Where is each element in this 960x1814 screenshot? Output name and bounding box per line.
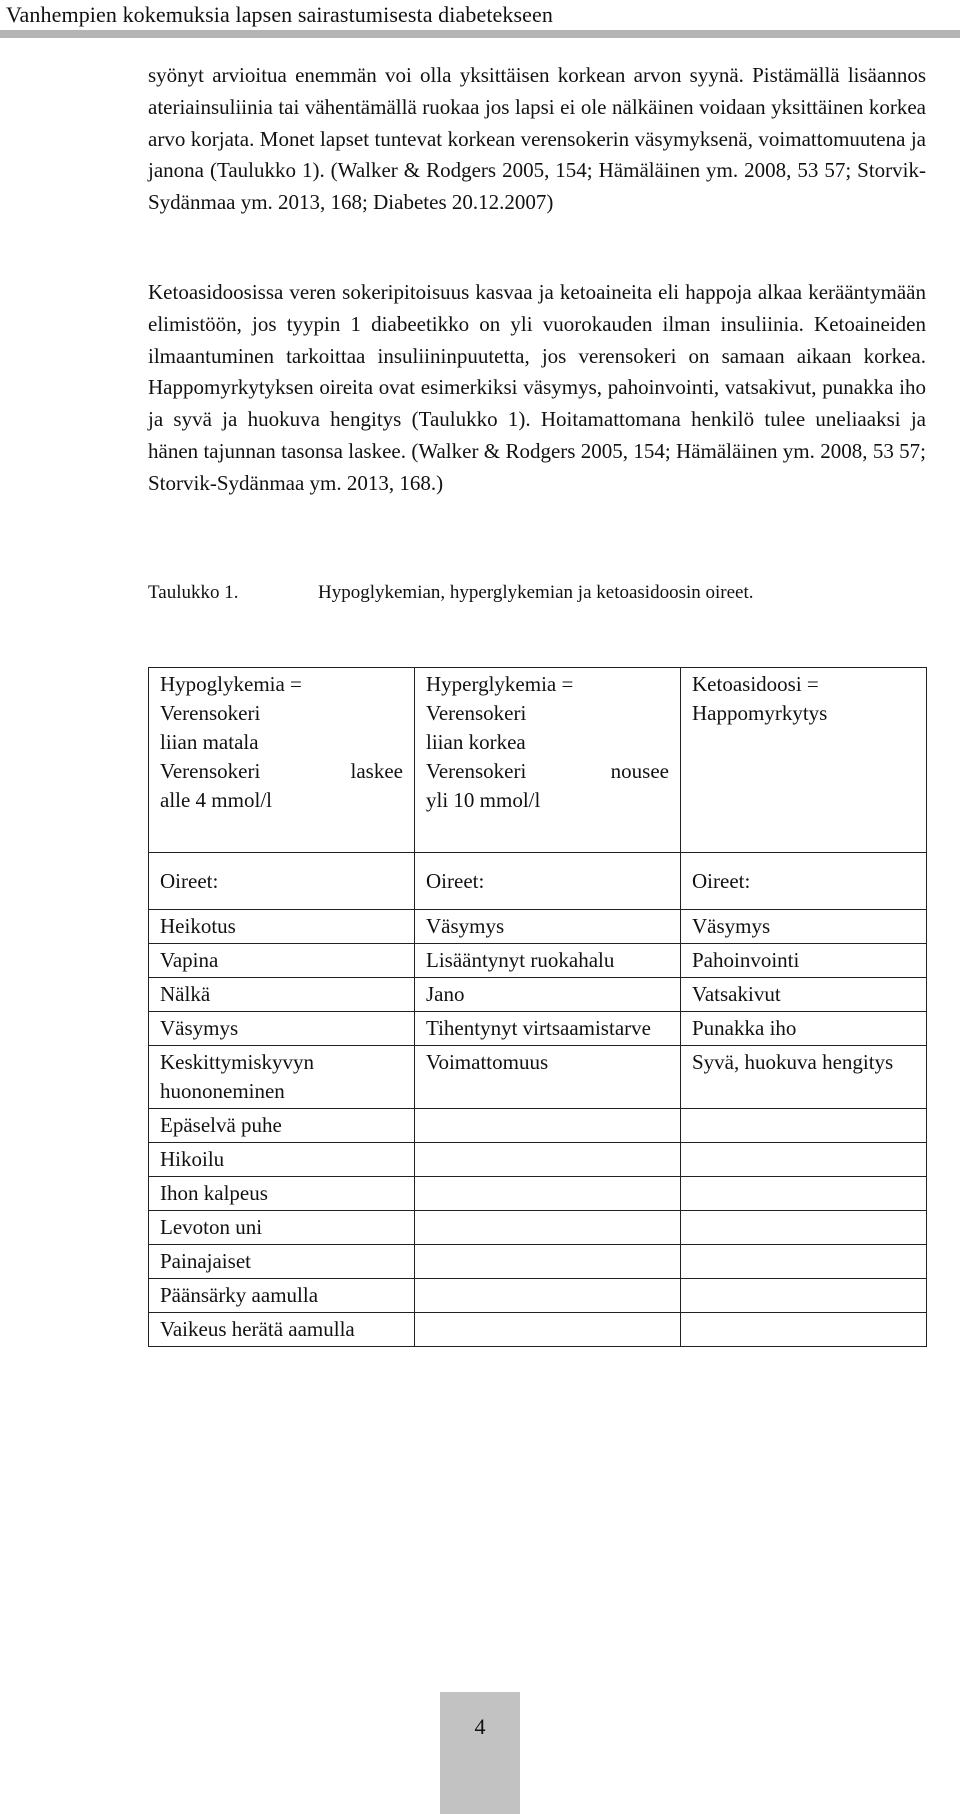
header-level-value: yli 10 mmol/l <box>426 788 541 812</box>
table-cell: Heikotus <box>149 910 415 944</box>
table-cell <box>415 1313 681 1347</box>
header-line: liian matala <box>160 730 259 754</box>
table-cell <box>415 1109 681 1143</box>
table-header-row <box>149 668 927 853</box>
table-cell: Keskittymiskyvyn huononeminen <box>149 1046 415 1109</box>
header-level-value: alle 4 mmol/l <box>160 788 272 812</box>
table-cell: Jano <box>415 978 681 1012</box>
table-cell: Vapina <box>149 944 415 978</box>
table-row <box>149 1245 927 1279</box>
table-cell: Painajaiset <box>149 1245 415 1279</box>
header-title: Hypoglykemia = <box>160 672 302 696</box>
table-row <box>149 1109 927 1143</box>
table-cell <box>681 1211 927 1245</box>
table-cell: Väsymys <box>681 910 927 944</box>
table-row <box>149 1211 927 1245</box>
table-oireet-row <box>149 853 927 910</box>
table-row <box>149 1143 927 1177</box>
header-title: Ketoasidoosi = <box>692 672 819 696</box>
page-number: 4 <box>474 1714 486 1739</box>
header-line: Verensokeri <box>426 701 527 725</box>
header-line: liian korkea <box>426 730 526 754</box>
table-cell: Punakka iho <box>681 1012 927 1046</box>
paragraph-hyperglycemia: syönyt arvioitua enemmän voi olla yksittäisen korkean arvon syynä. Pistämällä lisäannos ateriainsuliinia tai vähentämällä ruokaa jos lapsi ei ole nälkäinen voidaan yksittäinen korkea arvo korjata. Monet lapset tuntevat korkean verensokerin väsymyksenä, voimattomuutena ja janona (Taulukko 1). (Walker & Rodgers 2005, 154; Hämäläinen ym. 2008, 53 57; Storvik-Sydänmaa ym. 2013, 168; Diabetes 20.12.2007) <box>148 63 926 215</box>
table-cell: Epäselvä puhe <box>149 1109 415 1143</box>
table-row <box>149 1012 927 1046</box>
table-cell <box>415 1211 681 1245</box>
table-row <box>149 1313 927 1347</box>
paragraph-ketoacidosis: Ketoasidoosissa veren sokeripitoisuus kasvaa ja ketoaineita eli happoja alkaa kerääntymään elimistöön, jos tyypin 1 diabeetikko on yli vuorokauden ilman insuliinia. Ketoaineiden ilmaantuminen tarkoittaa insuliininpuutetta, jos verensokeri on samaan aikaan korkea. Happomyrkytyksen oireita ovat esimerkiksi väsymys, pahoinvointi, vatsakivut, punakka iho ja syvä ja huokuva hengitys (Taulukko 1). Hoitamattomana henkilö tulee uneliaaksi ja hänen tajunnan tasonsa laskee. (Walker & Rodgers 2005, 154; Hämäläinen ym. 2008, 53 57; Storvik-Sydänmaa ym. 2013, 168.) <box>148 280 926 495</box>
header-line: Verensokeri <box>160 701 261 725</box>
header-title: Vanhempien kokemuksia lapsen sairastumisesta diabetekseen <box>6 2 553 27</box>
table-cell <box>415 1245 681 1279</box>
header-level: Verensokeri laskee <box>160 759 403 783</box>
table-cell: Syvä, huokuva hengitys <box>681 1046 927 1109</box>
table-cell: Tihentynyt virtsaamistarve <box>415 1012 681 1046</box>
header-line: Happomyrkytys <box>692 701 828 725</box>
table-cell: Päänsärky aamulla <box>149 1279 415 1313</box>
table-cell <box>681 1109 927 1143</box>
table-cell <box>415 1143 681 1177</box>
table-cell: Lisääntynyt ruokahalu <box>415 944 681 978</box>
table-cell <box>681 1313 927 1347</box>
table-cell: Ihon kalpeus <box>149 1177 415 1211</box>
page-number-box <box>440 1692 520 1814</box>
table-cell <box>681 1279 927 1313</box>
caption-label: Taulukko 1. <box>148 582 239 603</box>
table-cell: Levoton uni <box>149 1211 415 1245</box>
table-cell <box>415 1279 681 1313</box>
table-row <box>149 1046 927 1109</box>
oireet-label: Oireet: <box>681 853 927 910</box>
oireet-label: Oireet: <box>415 853 681 910</box>
table-cell: Hikoilu <box>149 1143 415 1177</box>
table-row <box>149 1177 927 1211</box>
header-rule <box>0 30 960 38</box>
header-level: Verensokeri nousee <box>426 759 669 783</box>
symptom-rows <box>149 910 927 1347</box>
oireet-label: Oireet: <box>149 853 415 910</box>
table-row <box>149 944 927 978</box>
table-cell: Nälkä <box>149 978 415 1012</box>
table-cell <box>681 1143 927 1177</box>
table-cell <box>681 1177 927 1211</box>
page-header <box>0 0 960 38</box>
table-cell <box>681 1245 927 1279</box>
header-cell-hyperglycemia <box>415 668 681 853</box>
header-title: Hyperglykemia = <box>426 672 574 696</box>
table-row <box>149 978 927 1012</box>
table-row <box>149 910 927 944</box>
table-cell <box>415 1177 681 1211</box>
caption-text: Hypoglykemian, hyperglykemian ja ketoasidoosin oireet. <box>318 582 754 603</box>
header-cell-hypoglycemia <box>149 668 415 853</box>
symptoms-table <box>148 667 927 1347</box>
table-cell: Pahoinvointi <box>681 944 927 978</box>
table-cell: Voimattomuus <box>415 1046 681 1109</box>
header-cell-ketoacidosis <box>681 668 927 853</box>
table-cell: Väsymys <box>415 910 681 944</box>
table-cell: Väsymys <box>149 1012 415 1046</box>
table-cell: Vaikeus herätä aamulla <box>149 1313 415 1347</box>
table-cell: Vatsakivut <box>681 978 927 1012</box>
table-row <box>149 1279 927 1313</box>
